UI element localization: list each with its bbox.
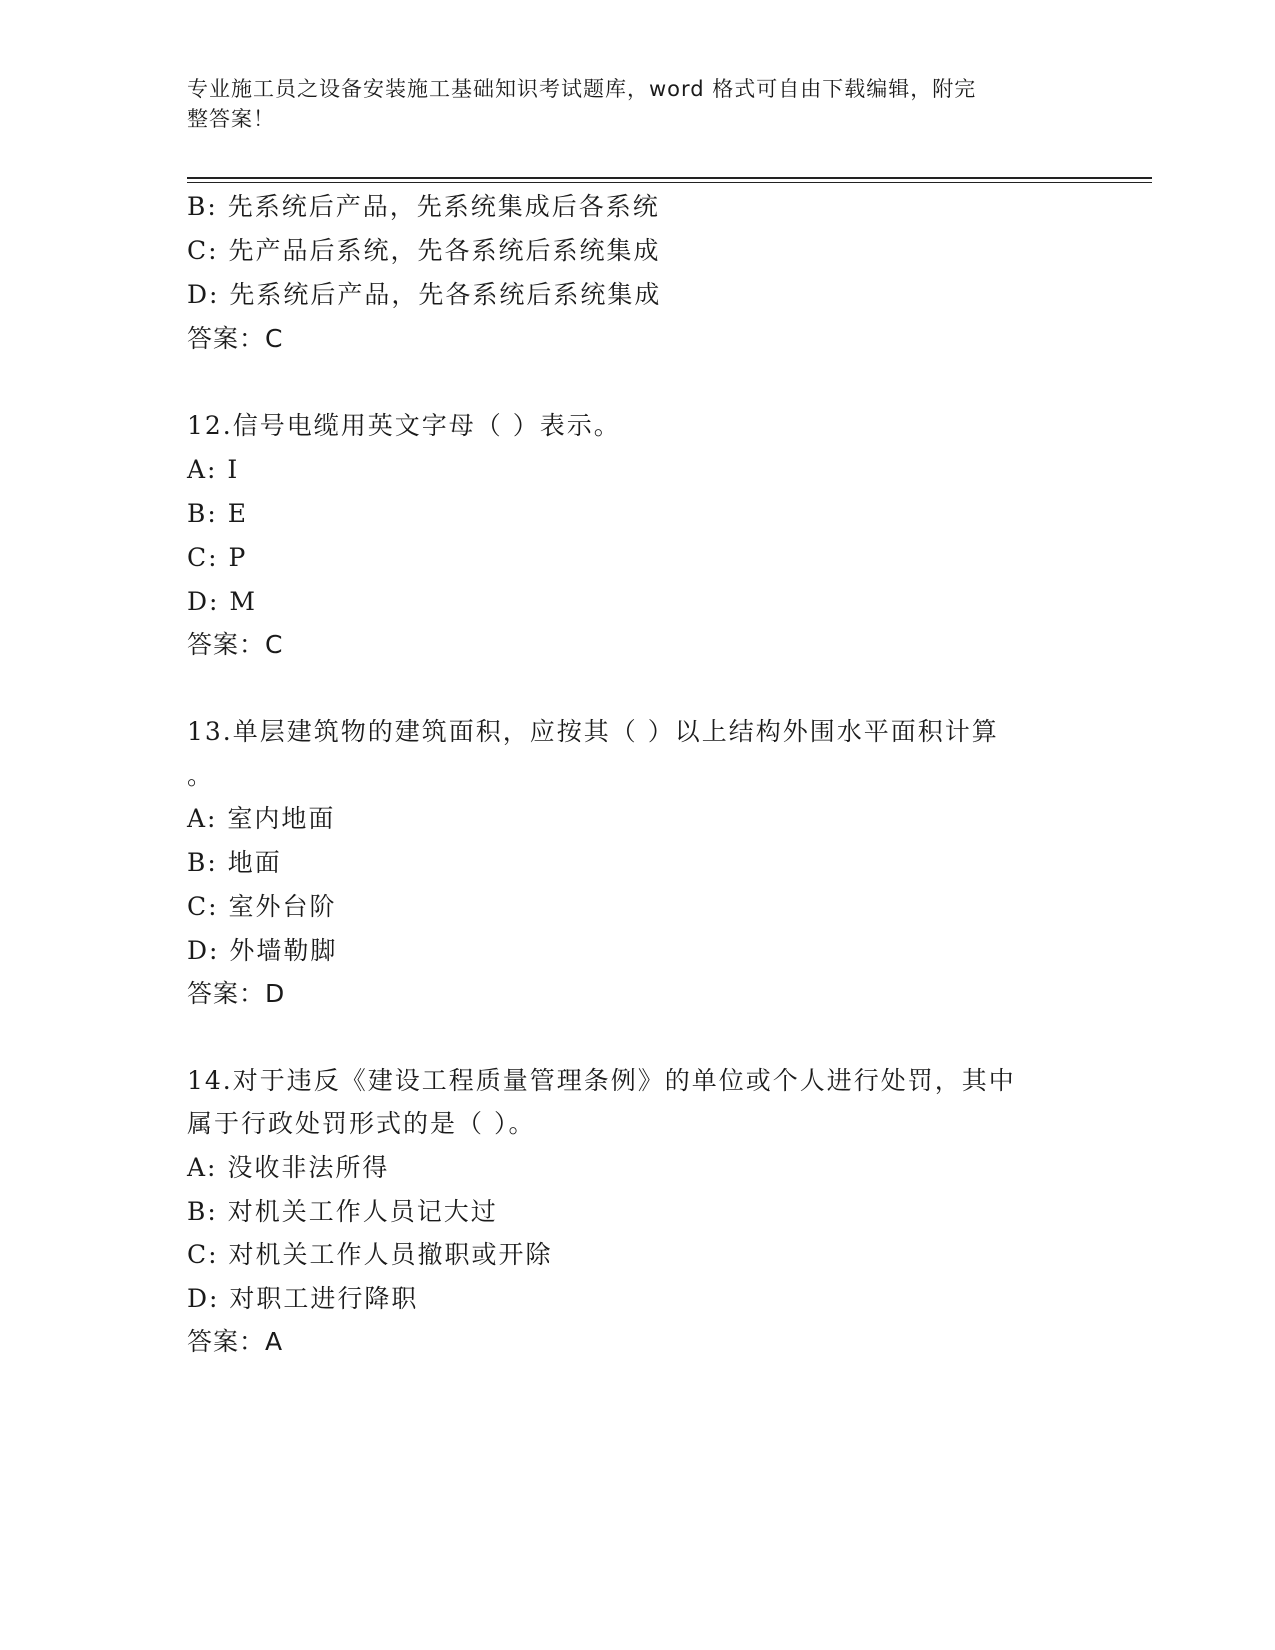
q11-option-b: B: 先系统后产品，先系统集成后各系统: [187, 192, 660, 221]
q13-answer: 答案：D: [187, 979, 286, 1008]
q12-question: 12.信号电缆用英文字母（ ）表示。: [187, 411, 621, 440]
header-line-2: 整答案！: [187, 107, 275, 131]
document-header: [187, 74, 1067, 134]
q14-option-d: D: 对职工进行降职: [187, 1284, 419, 1313]
header-divider-thin: [187, 182, 1152, 183]
q14-question-line-1: 14.对于违反《建设工程质量管理条例》的单位或个人进行处罚，其中: [187, 1066, 1016, 1095]
q13-question-line-1: 13.单层建筑物的建筑面积，应按其（ ）以上结构外围水平面积计算: [187, 717, 999, 746]
q14-answer: 答案：A: [187, 1327, 284, 1356]
q12-answer: 答案：C: [187, 630, 284, 659]
q13-option-d: D: 外墙勒脚: [187, 936, 338, 965]
q12-option-a: A: I: [187, 455, 240, 484]
q13-option-c: C: 室外台阶: [187, 892, 337, 921]
q14-option-b: B: 对机关工作人员记大过: [187, 1197, 498, 1226]
q12-option-d: D: M: [187, 587, 258, 616]
header-line-1: 专业施工员之设备安装施工基础知识考试题库，word 格式可自由下载编辑，附完: [187, 77, 977, 101]
q14-question-line-2: 属于行政处罚形式的是（ ）。: [187, 1109, 536, 1138]
q13-option-a: A: 室内地面: [187, 804, 336, 833]
q11-option-d: D: 先系统后产品，先各系统后系统集成: [187, 280, 662, 309]
q11-answer: 答案：C: [187, 324, 284, 353]
q12-option-c: C: P: [187, 543, 248, 572]
q13-question-line-2: 。: [187, 761, 215, 790]
q14-option-a: A: 没收非法所得: [187, 1153, 390, 1182]
q11-option-c: C: 先产品后系统，先各系统后系统集成: [187, 236, 661, 265]
q12-option-b: B: E: [187, 499, 248, 528]
q13-option-b: B: 地面: [187, 848, 282, 877]
header-divider-thick: [187, 177, 1152, 179]
q14-option-c: C: 对机关工作人员撤职或开除: [187, 1240, 553, 1269]
